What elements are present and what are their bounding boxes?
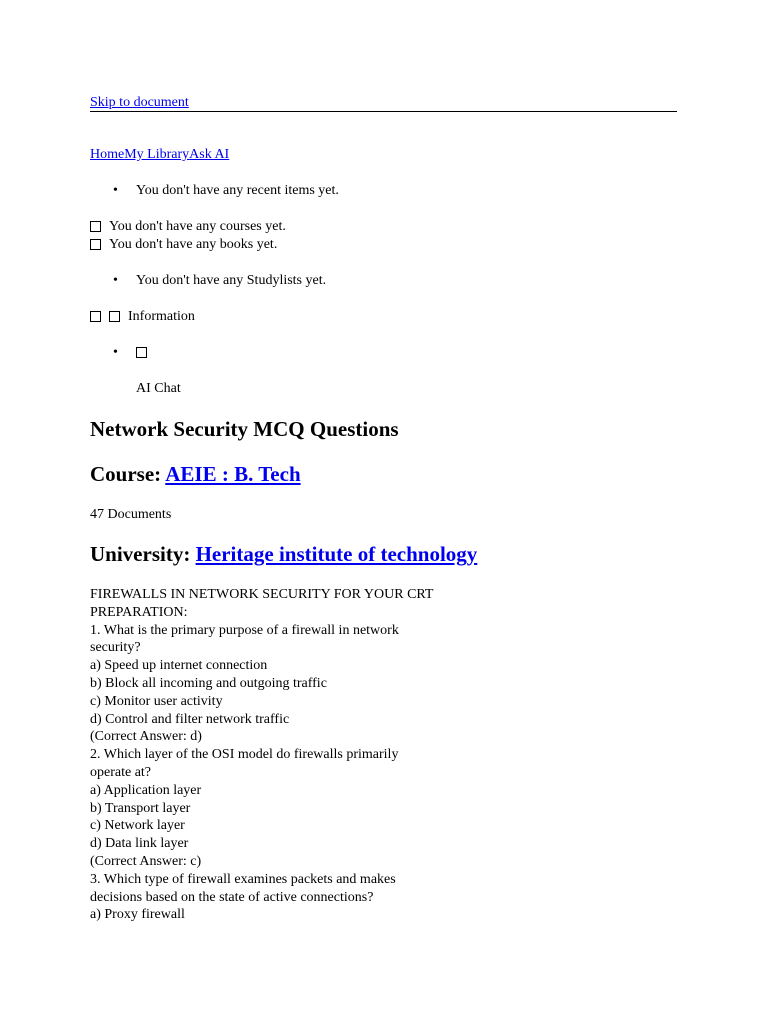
bullet: • (113, 345, 118, 360)
information-button[interactable] (90, 308, 195, 325)
document-body-line: 1. What is the primary purpose of a firewall in network (90, 622, 399, 638)
document-title: Network Security MCQ Questions (90, 417, 399, 441)
document-body-line: FIREWALLS IN NETWORK SECURITY FOR YOUR CRT (90, 587, 434, 602)
document-body-line: 3. Which type of firewall examines packets and makes (90, 871, 396, 887)
bullet: • (113, 273, 118, 288)
document-body-line: 2. Which layer of the OSI model do firewalls primarily (90, 747, 399, 763)
books-row (90, 236, 277, 253)
course-link[interactable]: AEIE : B. Tech (165, 462, 301, 486)
courses-empty-text: You don't have any courses yet. (109, 219, 286, 234)
studylists-empty-text: You don't have any Studylists yet. (136, 273, 327, 288)
nav-ask-ai-link[interactable]: Ask AI (189, 147, 230, 162)
document-body-line: (Correct Answer: d) (90, 729, 202, 745)
books-empty-text: You don't have any books yet. (109, 237, 278, 252)
courses-missing-glyph-icon (90, 221, 101, 232)
recent-items-list-item (113, 182, 339, 199)
document-body-line: c) Monitor user activity (90, 693, 223, 709)
document-body-line: d) Data link layer (90, 836, 189, 852)
bullet: • (113, 183, 118, 198)
document-body-line: b) Block all incoming and outgoing traffic (90, 675, 327, 691)
course-heading (90, 461, 301, 487)
documents-count: 47 Documents (90, 507, 172, 522)
university-heading (90, 541, 477, 567)
courses-row (90, 218, 286, 235)
document-body-line: security? (90, 640, 141, 656)
document-body-line: a) Speed up internet connection (90, 658, 268, 674)
document-body-line: a) Application layer (90, 782, 202, 798)
ai-chat-missing-glyph-icon (136, 347, 147, 358)
nav-home-link[interactable]: Home (90, 147, 125, 162)
skip-to-document-link[interactable]: Skip to document (90, 95, 189, 110)
nav-my-library-link[interactable]: My Library (124, 147, 190, 162)
document-body-line: (Correct Answer: c) (90, 853, 202, 869)
main-nav (90, 146, 229, 163)
university-label: University: (90, 542, 196, 566)
skip-link-container (90, 94, 677, 112)
document-body (90, 586, 510, 924)
books-missing-glyph-icon (90, 239, 101, 250)
information-label: Information (128, 309, 195, 324)
ai-chat-label[interactable]: AI Chat (136, 381, 181, 396)
information-missing-glyph-icon (109, 311, 120, 322)
document-body-line: d) Control and filter network traffic (90, 711, 290, 727)
document-body-line: a) Proxy firewall (90, 907, 185, 923)
ai-chat-list-item[interactable] (113, 344, 155, 361)
document-body-line: PREPARATION: (90, 604, 188, 620)
document-body-line: decisions based on the state of active connections? (90, 889, 374, 905)
course-label: Course: (90, 462, 166, 486)
document-body-line: operate at? (90, 764, 152, 780)
studylists-list-item (113, 272, 326, 289)
university-link[interactable]: Heritage institute of technology (195, 542, 478, 566)
information-missing-glyph-icon (90, 311, 101, 322)
document-body-line: b) Transport layer (90, 800, 191, 816)
recent-items-empty-text: You don't have any recent items yet. (136, 183, 339, 198)
document-body-line: c) Network layer (90, 818, 185, 834)
